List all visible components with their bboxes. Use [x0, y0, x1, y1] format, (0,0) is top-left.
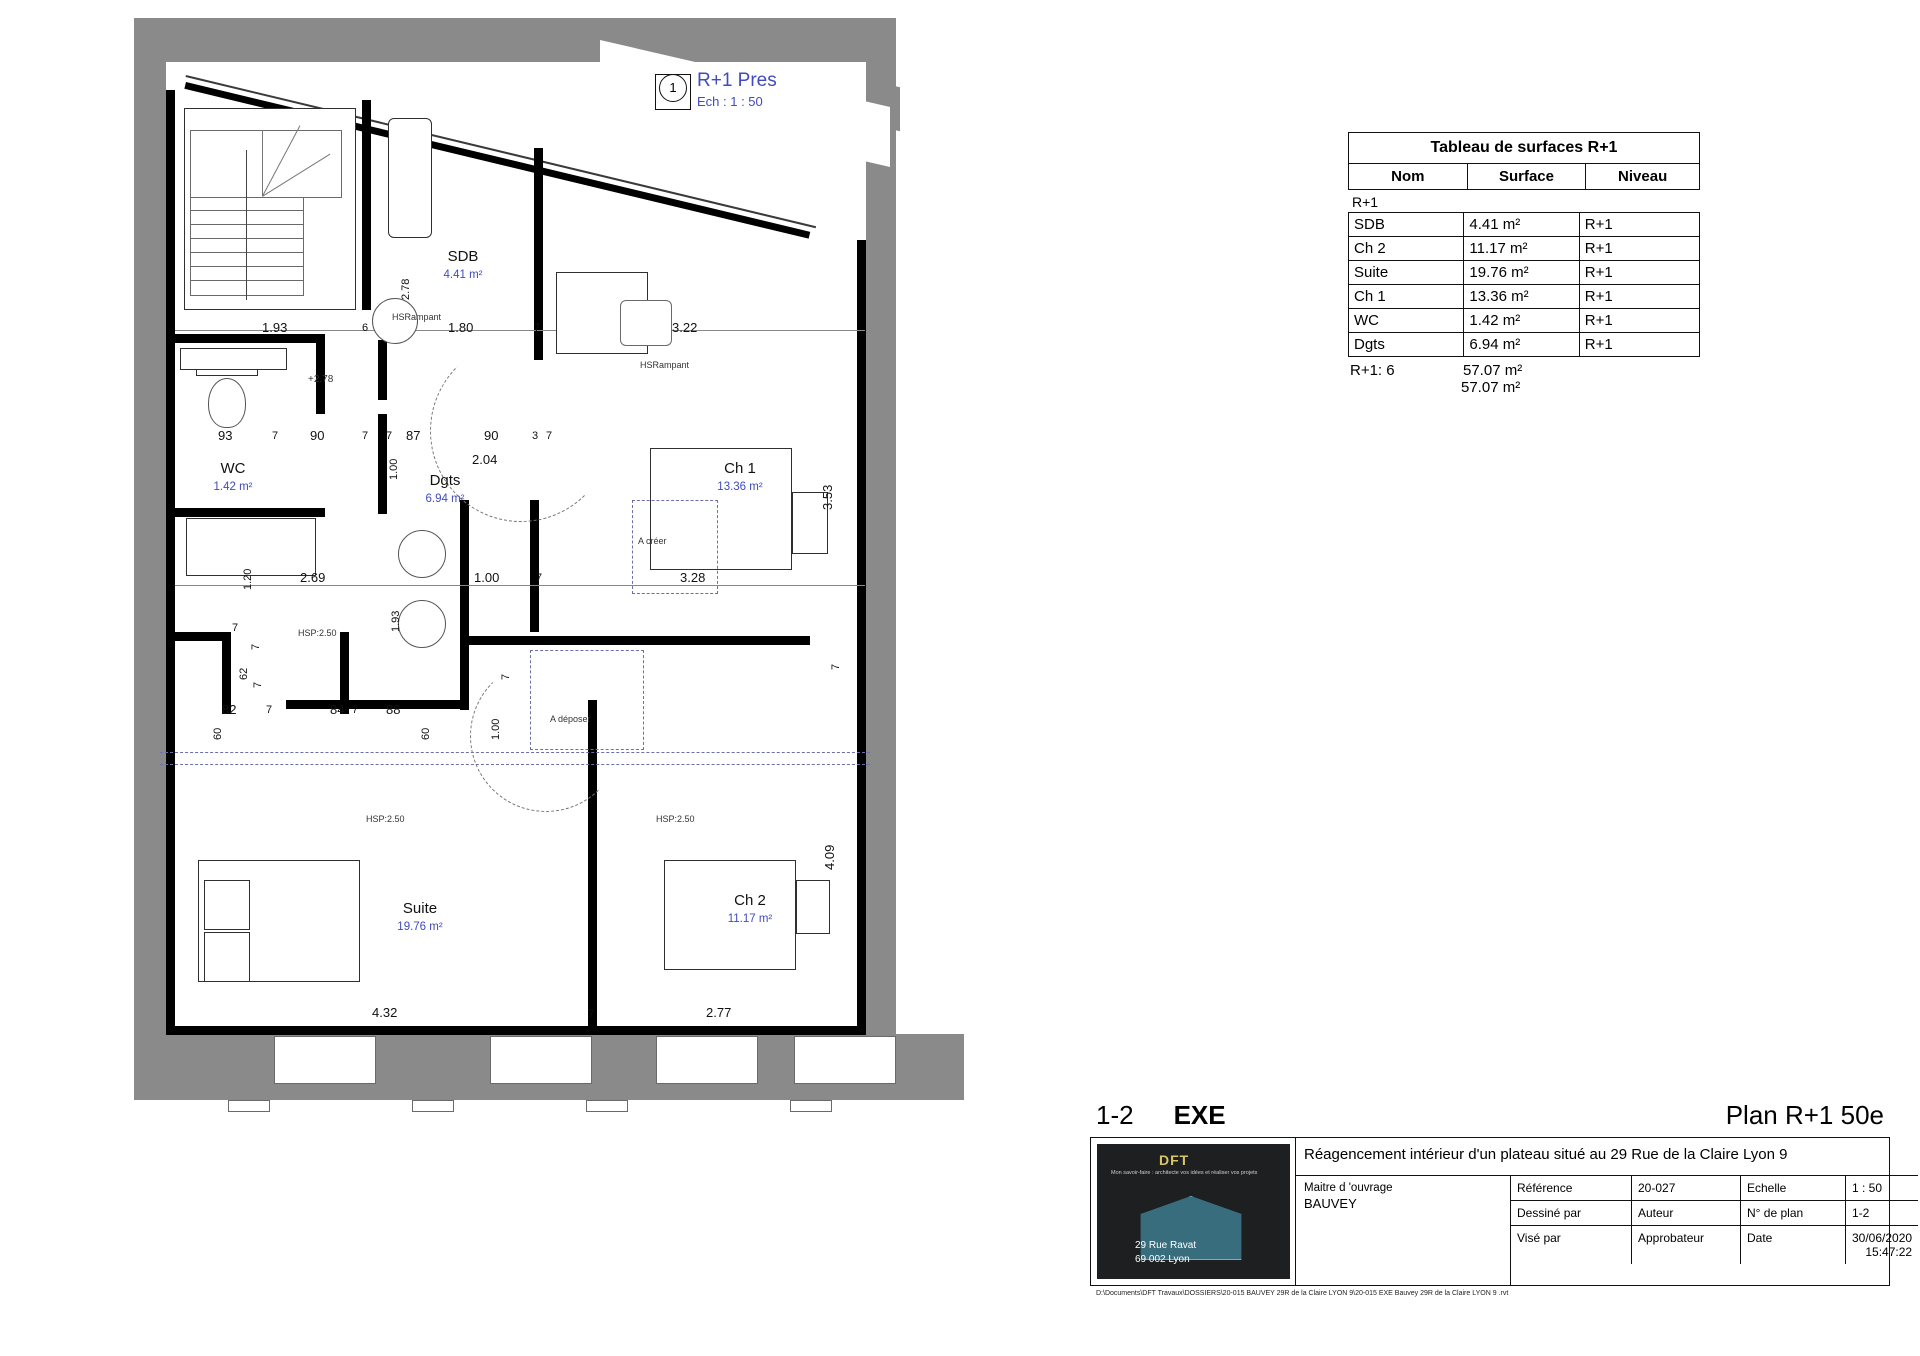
- dim-top-1: 1.93: [262, 320, 288, 335]
- dim-right-7: 7: [830, 663, 842, 670]
- cell-surface: 11.17 m²: [1464, 237, 1579, 260]
- stair-winder-ray: [262, 130, 263, 196]
- window-bottom: [274, 1036, 376, 1084]
- cell-surface: 4.41 m²: [1464, 213, 1579, 236]
- value-date-cell: [1846, 1226, 1918, 1264]
- brand-tagline: Mon savoir-faire : architecte vos idées et réaliser vos projets: [1111, 1170, 1258, 1176]
- metadata-row: [1511, 1226, 1918, 1264]
- value-vise-par: Approbateur: [1632, 1226, 1741, 1264]
- wall-right-main: [857, 240, 866, 1034]
- surfaces-group-label: R+1: [1352, 194, 1379, 210]
- client-label: Maitre d 'ouvrage: [1304, 1181, 1393, 1194]
- value-time: 15:47:22: [1865, 1244, 1913, 1259]
- title-block-right: [1296, 1138, 1918, 1285]
- wall-wc-bottom: [170, 508, 325, 517]
- cell-nom: Suite: [1349, 261, 1464, 284]
- table-row: [1349, 261, 1699, 285]
- dim-low-5: 88: [386, 702, 401, 717]
- window-sill: [412, 1100, 454, 1112]
- chair-symbol: [620, 300, 672, 346]
- cell-nom: WC: [1349, 309, 1464, 332]
- wall-bottom-main: [166, 1026, 866, 1035]
- room-name: SDB: [447, 248, 479, 265]
- dim-r2-9: 7: [546, 430, 553, 442]
- table-row: [1349, 237, 1699, 261]
- metadata-row: [1511, 1201, 1918, 1226]
- label-numero-plan: N° de plan: [1741, 1201, 1846, 1225]
- col-header-niveau: Niveau: [1618, 168, 1668, 185]
- logo-address-line2: 69 002 Lyon: [1135, 1254, 1190, 1265]
- wall-corridor-top: [166, 334, 316, 343]
- a-deposer-label: A déposer: [550, 714, 591, 724]
- wc-bowl: [208, 378, 246, 428]
- dim-top-4: 7: [534, 322, 541, 334]
- window-sill: [228, 1100, 270, 1112]
- plan-title: Plan R+1 50e: [1725, 1100, 1884, 1130]
- surfaces-grand-total-row: [1348, 379, 1700, 396]
- room-name: Ch 2: [734, 892, 766, 909]
- wall-left-main: [166, 90, 175, 1034]
- dim-r2-1: 93: [218, 428, 233, 443]
- dim-v-62: 62: [238, 667, 250, 680]
- wall-dgts-right: [460, 500, 469, 710]
- room-area: 11.17 m²: [727, 913, 773, 925]
- room-label-sdb: [418, 248, 508, 282]
- sink-dgts-1: [398, 530, 446, 578]
- hsp-label-b: HSP:2.50: [366, 814, 405, 824]
- cell-niveau: R+1: [1584, 240, 1613, 257]
- total-label: R+1: 6: [1350, 362, 1395, 379]
- label-dessine-par: Dessiné par: [1511, 1201, 1632, 1225]
- metadata-grid: [1511, 1176, 1918, 1285]
- dim-r2-6: 87: [406, 428, 421, 443]
- stair-step: [190, 280, 304, 296]
- dim-r2-3: 90: [310, 428, 325, 443]
- value-echelle: 1 : 50: [1852, 1180, 1883, 1195]
- outer-wall-top: [134, 18, 896, 62]
- room-label-ch1: [690, 460, 790, 494]
- wall-stair-right: [362, 100, 371, 310]
- dim-r2-5: 7: [386, 430, 393, 442]
- logo-address-line1: 29 Rue Ravat: [1135, 1240, 1197, 1251]
- outer-wall-left: [134, 18, 166, 1100]
- room-area: 19.76 m²: [397, 921, 443, 933]
- hsp-label-c: HSP:2.50: [656, 814, 695, 824]
- dim-top-2: 6: [362, 322, 369, 334]
- total-value: 57.07 m²: [1463, 362, 1523, 379]
- room-area: 1.42 m²: [213, 481, 253, 493]
- room-label-suite: [370, 900, 470, 934]
- outer-wall-right-slant: [864, 44, 896, 1034]
- dim-r2-8: 3: [532, 430, 539, 442]
- cell-surface: 19.76 m²: [1464, 261, 1579, 284]
- value-reference: 20-027: [1632, 1176, 1741, 1200]
- label-date: Date: [1741, 1226, 1846, 1264]
- room-name: Dgts: [429, 472, 461, 489]
- cell-nom: Dgts: [1349, 333, 1464, 356]
- dim-misc-2: 7: [232, 622, 239, 634]
- dim-v-7b: 7: [250, 643, 262, 650]
- outer-wall-bottom-right: [896, 1034, 964, 1080]
- wall-closet-top: [286, 700, 466, 709]
- a-creer-label: A créer: [638, 536, 667, 546]
- room-area: 6.94 m²: [425, 493, 465, 505]
- label-echelle: Echelle: [1741, 1176, 1846, 1200]
- room-name: Suite: [402, 900, 438, 917]
- sink-dgts-2: [398, 600, 446, 648]
- nightstand-suite-2: [204, 932, 250, 982]
- cell-nom: SDB: [1349, 213, 1464, 236]
- value-numero-plan: 1-2: [1852, 1205, 1870, 1220]
- table-row: [1349, 333, 1699, 357]
- plan-number: 1-2: [1096, 1100, 1134, 1130]
- line-mid: [175, 585, 865, 586]
- dim-low-2: 7: [266, 704, 273, 716]
- dim-mid-3: 7: [536, 572, 543, 584]
- level-mark-label: +2.78: [308, 374, 334, 385]
- dim-v-193: 1.93: [390, 610, 402, 632]
- col-header-surface: Surface: [1468, 164, 1587, 189]
- room-label-wc: [188, 460, 278, 494]
- dim-top-5: 3.22: [672, 320, 698, 335]
- dim-low-7: 60: [420, 727, 432, 740]
- dim-bottom-3: 2.77: [706, 1005, 732, 1020]
- dim-right-409: 4.09: [822, 844, 837, 870]
- dim-bottom-2: 7: [588, 1008, 595, 1020]
- wall-bath2-right: [378, 414, 387, 514]
- dim-r2-7: 90: [484, 428, 499, 443]
- cell-niveau: R+1: [1584, 336, 1613, 353]
- grand-total-value: 57.07 m²: [1461, 379, 1521, 396]
- client-cell: [1296, 1176, 1511, 1285]
- dim-v-100a: 1.00: [388, 458, 400, 480]
- dim-bottom-1: 4.32: [372, 1005, 398, 1020]
- room-area: 4.41 m²: [443, 269, 483, 281]
- logo-cell: [1091, 1138, 1296, 1285]
- floor-plan: [0, 0, 1060, 1180]
- dim-top-3: 1.80: [448, 320, 474, 335]
- shower-tray: [186, 518, 316, 576]
- room-label-dgts: [400, 472, 490, 506]
- surfaces-table-header-row: [1348, 163, 1700, 190]
- client-name: BAUVEY: [1304, 1195, 1357, 1211]
- cell-nom: Ch 1: [1349, 285, 1464, 308]
- file-path: D:\Documents\DFT Travaux\DOSSIERS\20-015 BAUVEY 29R de la Claire LYON 9\20-015 EXE Bauvey 29R de la Claire LYON 9 .rvt: [1096, 1290, 1509, 1297]
- surfaces-rows: [1348, 212, 1700, 357]
- window-sill: [586, 1100, 628, 1112]
- cell-niveau: R+1: [1584, 264, 1613, 281]
- stair-arrow: [246, 150, 247, 300]
- dim-mid-1: 2.69: [300, 570, 326, 585]
- plan-tag-title: R+1 Pres: [697, 70, 777, 91]
- nightstand-suite: [204, 880, 250, 930]
- title-block-top: [1090, 1100, 1890, 1137]
- plan-tag: [655, 70, 835, 120]
- dim-low-1: 82: [222, 702, 237, 717]
- dim-r3-2: 3.53: [820, 484, 835, 510]
- dim-mid-2: 1.00: [474, 570, 500, 585]
- title-block: [1090, 1100, 1913, 1297]
- phase-label: EXE: [1173, 1100, 1226, 1130]
- dim-low-6: 60: [212, 727, 224, 740]
- cell-niveau: R+1: [1584, 288, 1613, 305]
- nightstand-ch2: [796, 880, 830, 934]
- window-bottom: [490, 1036, 592, 1084]
- cell-surface: 1.42 m²: [1464, 309, 1579, 332]
- hsp-label-a: HSP:2.50: [298, 628, 337, 638]
- cell-nom: Ch 2: [1349, 237, 1464, 260]
- brand-name: DFT: [1159, 1152, 1190, 1168]
- dim-low-4: 7: [352, 704, 359, 716]
- dim-r3-1: 2.04: [472, 452, 498, 467]
- window-bottom: [656, 1036, 758, 1084]
- value-date: 30/06/2020: [1852, 1230, 1913, 1245]
- dim-r2-2: 7: [272, 430, 279, 442]
- dim-v-120: 1.20: [242, 568, 254, 590]
- dim-misc-1: 7: [500, 673, 512, 680]
- title-block-box: [1090, 1137, 1913, 1286]
- wall-corridor-vert: [378, 340, 387, 400]
- company-logo: [1097, 1144, 1290, 1279]
- label-reference: Référence: [1511, 1176, 1632, 1200]
- room-area: 13.36 m²: [717, 481, 763, 493]
- hs-rampant-label-2: HSRampant: [640, 360, 690, 370]
- surfaces-table: [1348, 132, 1700, 396]
- room-name: WC: [220, 460, 246, 477]
- dim-mid-4: 3.28: [680, 570, 706, 585]
- table-row: [1349, 309, 1699, 333]
- table-row: [1349, 213, 1699, 237]
- room-name: Ch 1: [724, 460, 756, 477]
- cell-surface: 6.94 m²: [1464, 333, 1579, 356]
- window-bottom: [794, 1036, 896, 1084]
- wall-bath2-left: [166, 632, 226, 641]
- hs-rampant-label-1: HSRampant: [392, 312, 442, 322]
- window-sill: [790, 1100, 832, 1112]
- dim-v-7: 7: [252, 681, 264, 688]
- room-label-ch2: [700, 892, 800, 926]
- title-block-lower: [1296, 1176, 1918, 1285]
- cell-niveau: R+1: [1584, 312, 1613, 329]
- cell-niveau: R+1: [1584, 216, 1613, 233]
- plan-tag-number: 1: [659, 74, 687, 102]
- dim-v-100b: 1.00: [490, 718, 502, 740]
- surfaces-total-row: [1348, 357, 1700, 379]
- dim-v-278: 2.78: [400, 278, 412, 300]
- col-header-nom: Nom: [1349, 164, 1468, 189]
- cell-surface: 13.36 m²: [1464, 285, 1579, 308]
- value-dessine-par: Auteur: [1632, 1201, 1741, 1225]
- label-vise-par: Visé par: [1511, 1226, 1632, 1264]
- plan-tag-scale: Ech : 1 : 50: [697, 94, 763, 109]
- metadata-row: [1511, 1176, 1918, 1201]
- dim-r2-4: 7: [362, 430, 369, 442]
- surfaces-table-title: Tableau de surfaces R+1: [1348, 132, 1700, 163]
- closet-unit: [180, 348, 287, 370]
- wall-ch1-bottom: [460, 636, 810, 645]
- bathtub: [388, 118, 432, 238]
- project-description: Réagencement intérieur d'un plateau situé au 29 Rue de la Claire Lyon 9: [1296, 1138, 1918, 1176]
- dim-low-3: 84: [330, 702, 345, 717]
- table-row: [1349, 285, 1699, 309]
- grand-total-spacer: [1348, 379, 1461, 396]
